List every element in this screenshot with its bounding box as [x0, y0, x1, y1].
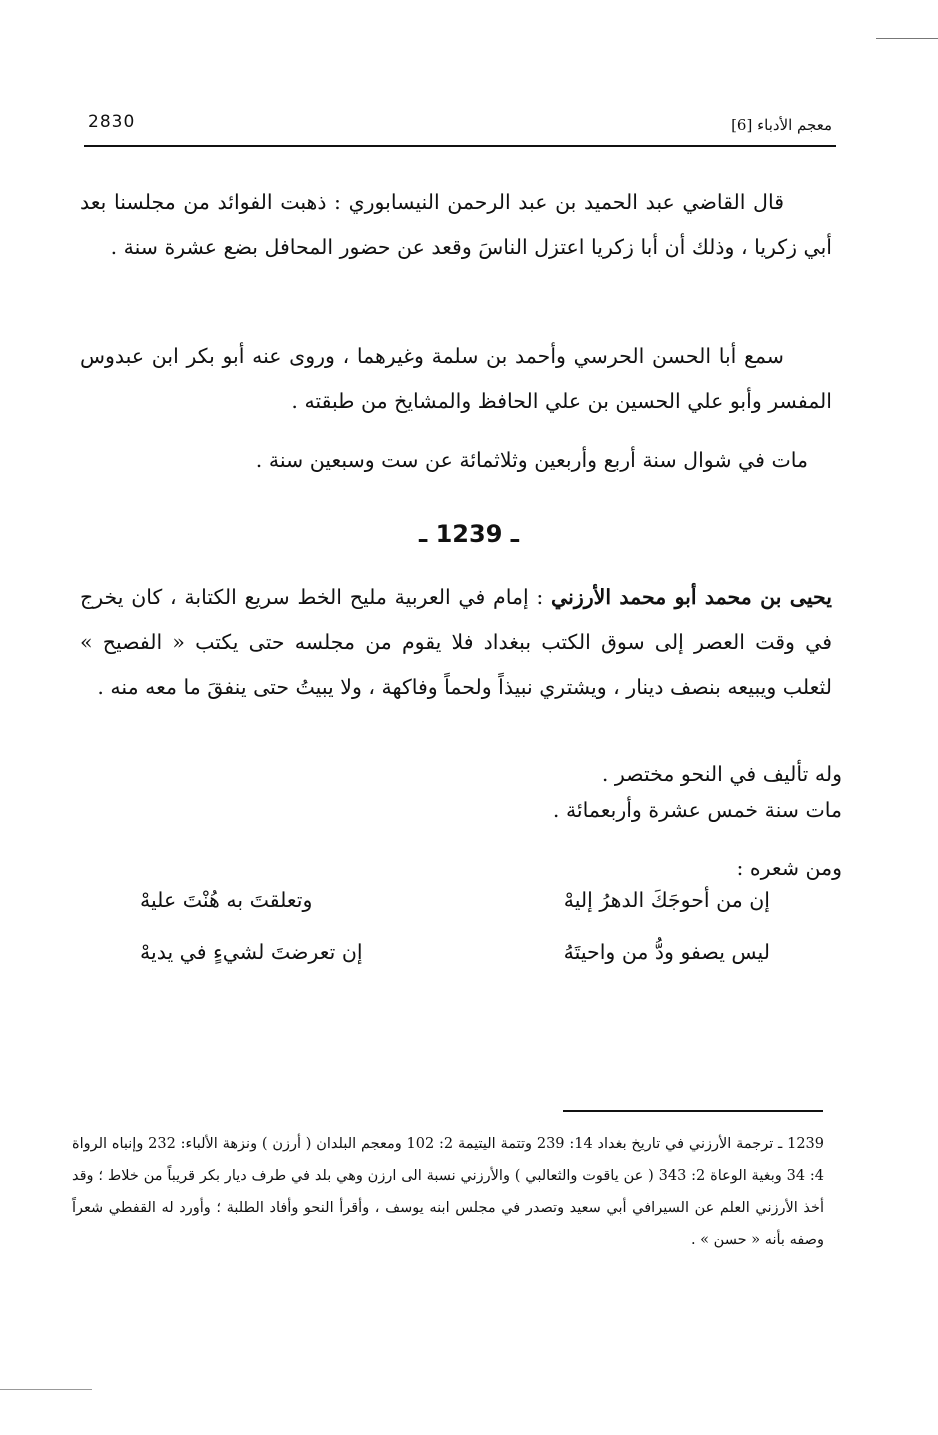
body-paragraph: سمع أبا الحسن الحرسي وأحمد بن سلمة وغيرهما ، وروى عنه أبو بكر ابن عبدوس المفسر وأبو علي الحسين بن علي الحافظ والمشايخ من طبقته . [80, 344, 832, 413]
verse-line [140, 940, 770, 980]
death-line: مات سنة خمس عشرة وأربعمائة . [552, 798, 842, 822]
running-head: معجم الأدباء [6] [731, 116, 832, 134]
footnote: 1239 ـ ترجمة الأرزني في تاريخ بغداد 14: 239 وتتمة اليتيمة 2: 102 ومعجم البلدان ( أرزن ) ونزهة الألباء: 232 وإنباه الرواة 4: 34 وبغية الوعاة 2: 343 ( عن ياقوت والثعالبي ) والأرزني نسبة الى ارزن وهي بلد في طرف ديار بكر قريباً من خلاط ؛ وقد أخذ الأرزني العلم عن السيرافي أبي سعيد وتصدر في مجلس ابنه يوسف ، وأقرأ النحو وأفاد الطلبة ؛ وأورد له القفطي شعراً وصفه بأنه « حسن » . [72, 1136, 825, 1248]
works-line: وله تأليف في النحو مختصر . [601, 762, 842, 786]
poetry-intro: ومن شعره : [736, 856, 842, 880]
body-paragraph: قال القاضي عبد الحميد بن عبد الرحمن النيسابوري : ذهبت الفوائد من مجلسنا بعد أبي زكريا ، وذلك أن أبا زكريا اعتزل الناسَ وقعد عن حضور المحافل بضع عشرة سنة . [80, 190, 832, 259]
body-paragraph: مات في شوال سنة أربع وأربعين وثلاثمائة عن ست وسبعين سنة . [255, 448, 808, 472]
verse-second-hemistich: وتعلقتَ به هُنْتَ عليهْ [140, 888, 313, 912]
entry-number: ـ 1239 ـ [419, 520, 519, 548]
verse-first-hemistich: ليس يصفو ودُّ من واحيتَهُ [563, 940, 770, 964]
biography-text: : إمام في العربية مليح الخط سريع الكتابة ، كان يخرج في وقت العصر إلى سوق الكتب ببغداد فلا يقوم من مجلسه حتى يكتب « الفصيح » لثعلب ويبيعه بنصف دينار ، ويشتري نبيذاً ولحماً وفاكهة ، ولا يبيتُ حتى ينفقَ ما معه منه . [80, 585, 832, 699]
footnote-rule [563, 1110, 823, 1112]
biography-paragraph [80, 575, 832, 710]
page-number: 2830 [88, 112, 136, 132]
scan-edge-mark [0, 1389, 92, 1390]
verse-second-hemistich: إن تعرضتَ لشيءٍ في يديهْ [140, 940, 363, 964]
verse-line [140, 888, 770, 928]
page-header [84, 108, 836, 142]
header-rule [84, 145, 836, 147]
biography-name: يحيى بن محمد أبو محمد الأرزني [551, 585, 832, 609]
scan-edge-mark [876, 38, 938, 39]
verse-first-hemistich: إن من أحوجَكَ الدهرُ إليهْ [563, 888, 770, 912]
